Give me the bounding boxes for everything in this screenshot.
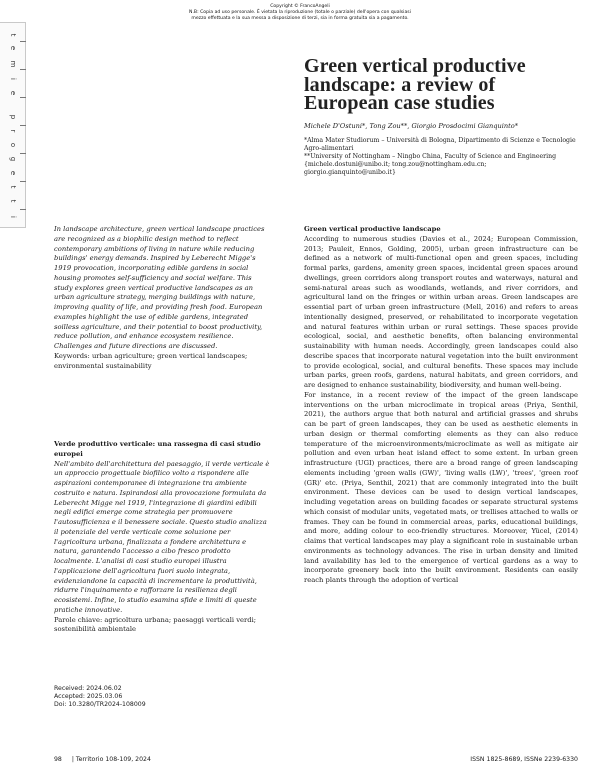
article-title: Green vertical productive landscape: a review of European case studies — [304, 55, 526, 114]
tick — [20, 153, 26, 154]
abstract-italian — [54, 440, 272, 635]
copyright-notice — [0, 4, 600, 22]
journal-name: | Territorio 108-109, 2024 — [71, 756, 151, 763]
article-affiliations — [304, 137, 578, 178]
tick — [20, 97, 26, 98]
section-label-letter: e — [9, 90, 17, 96]
section-label-letter: i — [9, 78, 17, 80]
tick — [20, 209, 26, 210]
abstract-italian-heading: Verde produttivo verticale: una rassegna di casi studio europei — [54, 440, 261, 458]
section-label-letter: t — [9, 185, 17, 189]
tick — [20, 41, 26, 42]
section-side-tab — [0, 22, 26, 228]
body-paragraph: For instance, in a recent review of the impact of the green landscape interventions on the urban microclimate in tropical areas (Priya, Senthil, 2021), the authors argue that both natural and artificial grasses and shrubs can be part of green landscapes, they can be used as aesthetic elements in urban design or thermal comforting elements as they can also reduce temperature of the microenvironments/microclimate as well as mitigate air pollution and even urban heat island effect to some extent. In urban green infrastructure (UGI) practices, there are a broad range of green landscaping elements including 'green walls (GW)', 'living walls (LW)', 'trees', 'green roof (GR)' etc. (Priya, Senthil, 2021) that are commonly integrated into the built environment. These devices can be used to design vertical landscapes, including vegetation areas on building facades or separate structural systems which consist of modular units, vegetated mats, or trellises attached to walls or frames. They can be found in commercial areas, parks, educational buildings, and more, adding colour to eco-friendly structures. Moreover, Yücel, (2014) claims that vertical landscapes may play a significant role in sustainable urban environments as technology advances. The rise in urban density and limited land availability has led to the emergence of vertical gardens as a way to incorporate greenery back into the built environment. Residents can easily reach plants through the adoption of vertical — [304, 390, 578, 584]
section-label-letter: p — [9, 114, 17, 120]
abstract-keywords: Keywords: urban agriculture; green vertical landscapes; environmental sustainability — [54, 351, 248, 370]
affiliation: *Alma Mater Studiorum – Università di Bologna, Dipartimento di Scienze e Tecnologie Agro-alimentari — [304, 136, 576, 152]
abstract-italian-text: Nell'ambito dell'architettura del paesaggio, il verde verticale è un approccio progettuale biofilico volto a rispondere alle aspirazioni contemporanee di integrazione tra ambiente costruito e natura. Ispirandosi alla provocazione formulata da Leberecht Migge nel 1919, l'integrazione di giardini edibili negli edifici emerge come strategia per promuovere l'autosufficienza e il benessere sociale. Questo studio analizza il potenziale del verde verticale come soluzione per l'agricoltura urbana, finalizzata a fondere architettura e natura, garantendo l'accesso a cibo fresco prodotto localmente. L'analisi di casi studio europei illustra l'applicazione dell'agricoltura fuori suolo integrata, evidenziandone la capacità di incrementare la produttività, ridurre l'inquinamento e rafforzare la resilienza degli ecosistemi. Infine, lo studio esamina sfide e limiti di queste pratiche innovative. — [54, 459, 270, 614]
accepted-date: Accepted: 2025.03.06 — [54, 692, 123, 700]
article-authors: Michele D'Ostuni*, Tong Zou**, Giorgio Prosdocimi Gianquinto* — [304, 121, 519, 130]
copyright-line: Copyright © FrancoAngeli — [270, 4, 330, 9]
section-label-letter: t — [9, 33, 17, 37]
body-paragraph: According to numerous studies (Davies et al., 2024; European Commission, 2013; Pauleit, Ennos, Golding, 2005), urban green infrastructure can be defined as a network of multi-functional open and green spaces, including formal parks, gardens, amenity green spaces, incidental green spaces around dwellings, green corridors along transport routes and waterways, natural and semi-natural areas such as woodlands, wetlands, and river corridors, and agricultural land on the fringes or within urban areas. Green landscapes are essential part of urban green infrastructure (Mell, 2016) and refers to areas intentionally designed, preserved, or rehabilitated to incorporate vegetation and natural features within urban or rural settings. These spaces provide ecological, social, and aesthetic benefits, often balancing environmental sustainability with human needs. Accordingly, green landscapes could also describe spaces that incorporate natural vegetation into the built environment to provide ecological, social, and cultural benefits. These spaces may include urban parks, green roofs, gardens, natural habitats, and green corridors, and are designed to enhance sustainability, biodiversity, and human well-being. — [304, 234, 578, 389]
article-header — [304, 57, 578, 178]
section-label-letter: m — [9, 60, 17, 68]
issn-footer: ISSN 1825-8689, ISSNe 2239-6330 — [470, 756, 578, 763]
body-text-column — [304, 225, 578, 586]
author-emails: {michele.dostuni@unibo.it; tong.zou@nottingham.edu.cn; giorgio.gianquinto@unibo.it} — [304, 161, 487, 177]
abstract-english — [54, 225, 272, 371]
page-footer-left — [54, 756, 151, 763]
tick — [20, 181, 26, 182]
affiliation: **University of Nottingham – Ningbo China, Faculty of Science and Engineering — [304, 152, 557, 160]
section-label-letter: g — [9, 156, 17, 162]
abstract-italian-keywords: Parole chiave: agricoltura urbana; paesaggi verticali verdi; sostenibilità ambientale — [54, 615, 257, 634]
section-label-letter: i — [9, 216, 17, 218]
article-dates — [54, 685, 254, 708]
section-label-letter: r — [9, 129, 17, 133]
copyright-line: mezzo effettuata e la sua messa a disposizione di terzi, sia in forma gratuita sia a pagamento. — [191, 16, 409, 21]
section-label-letter: o — [9, 142, 17, 148]
section-label-letter: e — [9, 45, 17, 51]
page-number: 98 — [54, 756, 62, 763]
received-date: Received: 2024.06.02 — [54, 685, 122, 692]
doi: Doi: 10.3280/TR2024-108009 — [54, 700, 146, 708]
tick — [20, 69, 26, 70]
section-label-letter: e — [9, 170, 17, 176]
section-heading: Green vertical productive landscape — [304, 225, 441, 233]
tick — [20, 125, 26, 126]
copyright-line: N.B: Copia ad uso personale. È vietata la riproduzione (totale o parziale) dell'opera con qualsiasi — [189, 10, 411, 15]
section-label-letter: t — [9, 199, 17, 203]
abstract-text: In landscape architecture, green vertical landscape practices are recognized as a biophilic design method to reflect contemporary ambitions of living in nature while reducing buildings' energy demands. Inspired by Leberecht Migge's 1919 provocation, incorporating edible gardens in social housing promotes self-sufficiency and social welfare. This study explores green vertical productive landscapes as an urban agriculture strategy, merging buildings with nature, improving quality of life, and providing fresh food. European examples highlight the use of edible gardens, integrated soilless agriculture, and their potential to boost productivity, reduce pollution, and enhance ecosystem resilience. Challenges and future directions are discussed. — [54, 225, 265, 350]
